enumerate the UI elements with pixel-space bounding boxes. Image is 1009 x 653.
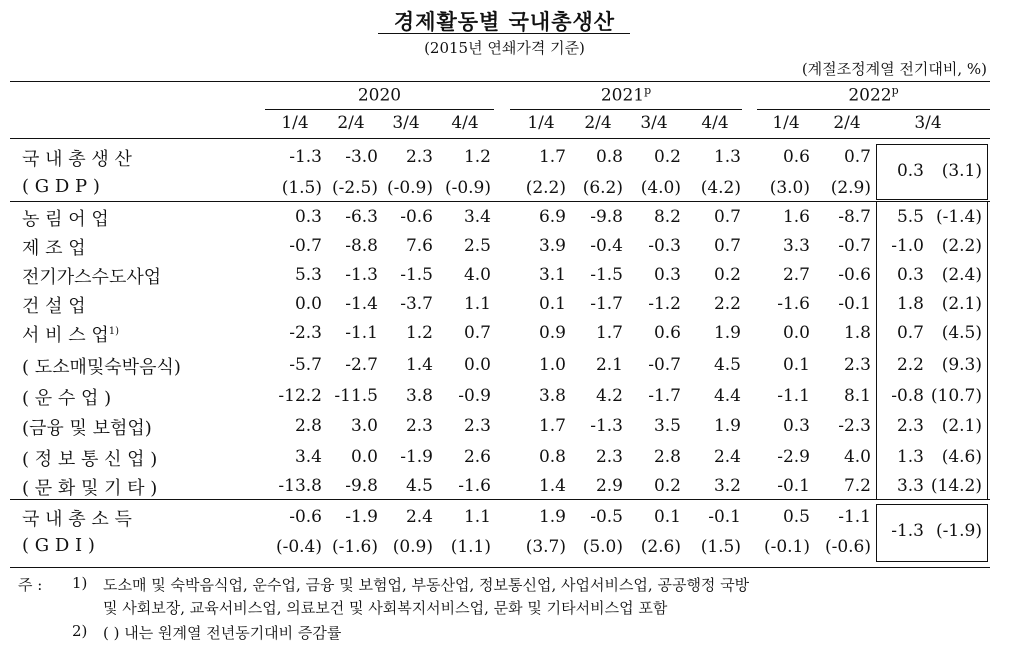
row-label-text: 국 내 총 생 산 bbox=[22, 149, 132, 170]
latest-quarter-value: 3.3 bbox=[896, 476, 924, 496]
header-bottom-rule bbox=[10, 138, 990, 139]
table-cell: -6.3 bbox=[345, 207, 378, 227]
table-cell: 7.6 bbox=[405, 236, 433, 256]
table-cell: -1.3 bbox=[590, 416, 623, 436]
row-label-text: (금융 및 보험업) bbox=[22, 418, 152, 439]
table-cell: -3.0 bbox=[345, 147, 378, 167]
table-cell: 1.4 bbox=[538, 476, 566, 496]
table-cell: (0.9) bbox=[392, 537, 433, 557]
table-cell: 0.3 bbox=[782, 416, 810, 436]
quarter-header: 2/4 bbox=[584, 113, 612, 133]
row-label-text: ( G D I ) bbox=[22, 535, 95, 556]
latest-quarter-yoy: (4.5) bbox=[941, 323, 982, 343]
row-label-text: ( 문 화 및 기 타 ) bbox=[22, 478, 158, 499]
table-cell: -5.7 bbox=[289, 355, 322, 375]
table-cell: -2.9 bbox=[777, 447, 810, 467]
table-cell: (5.0) bbox=[582, 537, 623, 557]
table-cell: 0.7 bbox=[843, 147, 871, 167]
table-cell: 0.8 bbox=[538, 447, 566, 467]
latest-quarter-yoy: (9.3) bbox=[941, 355, 982, 375]
table-cell: (3.7) bbox=[525, 537, 566, 557]
table-cell: 2.4 bbox=[405, 507, 433, 527]
year-header bbox=[757, 84, 990, 106]
table-cell: 5.3 bbox=[294, 265, 322, 285]
table-cell: 8.2 bbox=[653, 207, 681, 227]
table-bottom-rule bbox=[10, 567, 990, 568]
row-label bbox=[22, 384, 111, 410]
table-cell: -1.1 bbox=[838, 507, 871, 527]
table-cell: -0.6 bbox=[400, 207, 433, 227]
table-cell: 1.1 bbox=[463, 294, 491, 314]
table-cell: 3.5 bbox=[653, 416, 681, 436]
table-cell: -0.5 bbox=[590, 507, 623, 527]
year-label: 2021 bbox=[600, 85, 645, 106]
table-cell: 3.9 bbox=[538, 236, 566, 256]
table-cell: 1.8 bbox=[843, 323, 871, 343]
table-cell: 0.6 bbox=[782, 147, 810, 167]
note-1-mark: 1) bbox=[72, 574, 88, 592]
table-cell: 4.0 bbox=[843, 447, 871, 467]
table-cell: -8.8 bbox=[345, 236, 378, 256]
table-cell: -0.1 bbox=[838, 294, 871, 314]
note-2-mark: 2) bbox=[72, 622, 88, 640]
table-cell: 0.1 bbox=[782, 355, 810, 375]
table-cell: 3.2 bbox=[713, 476, 741, 496]
row-label bbox=[22, 474, 157, 500]
table-cell: 2.5 bbox=[463, 236, 491, 256]
table-subtitle: (2015년 연쇄가격 기준) bbox=[424, 39, 585, 57]
table-cell: 1.2 bbox=[463, 147, 491, 167]
table-cell: 3.8 bbox=[538, 386, 566, 406]
table-cell: -1.6 bbox=[458, 476, 491, 496]
table-cell: (2.6) bbox=[640, 537, 681, 557]
latest-quarter-yoy: (2.1) bbox=[941, 416, 982, 436]
row-label bbox=[22, 263, 161, 289]
table-top-rule bbox=[10, 81, 990, 82]
table-cell: -0.1 bbox=[708, 507, 741, 527]
table-cell: 2.3 bbox=[405, 147, 433, 167]
notes-prefix: 주 : bbox=[18, 576, 43, 594]
row-label bbox=[22, 445, 157, 471]
table-cell: 2.3 bbox=[595, 447, 623, 467]
table-cell: -0.1 bbox=[777, 476, 810, 496]
latest-quarter-value: -1.0 bbox=[891, 236, 924, 256]
table-cell: (2.2) bbox=[525, 178, 566, 198]
row-label bbox=[22, 176, 100, 197]
quarter-header: 1/4 bbox=[527, 113, 555, 133]
note-1-line-1: 도소매 및 숙박음식업, 운수업, 금융 및 보험업, 부동산업, 정보통신업, 사업서비스업, 공공행정 국방 bbox=[103, 576, 750, 594]
table-cell: 0.5 bbox=[782, 507, 810, 527]
table-cell: 2.1 bbox=[595, 355, 623, 375]
latest-quarter-value: 1.8 bbox=[896, 294, 924, 314]
latest-quarter-yoy: (2.2) bbox=[941, 236, 982, 256]
table-cell: -0.9 bbox=[458, 386, 491, 406]
quarter-header: 2/4 bbox=[833, 113, 861, 133]
year-underline bbox=[510, 109, 742, 110]
table-cell: -0.7 bbox=[838, 236, 871, 256]
table-cell: (1.1) bbox=[450, 537, 491, 557]
row-label-text: 건 설 업 bbox=[22, 296, 86, 317]
table-cell: 7.2 bbox=[843, 476, 871, 496]
table-cell: (6.2) bbox=[582, 178, 623, 198]
table-cell: (1.5) bbox=[281, 178, 322, 198]
row-label-text: ( G D P ) bbox=[22, 176, 100, 197]
table-cell: 0.3 bbox=[294, 207, 322, 227]
table-cell: 3.8 bbox=[405, 386, 433, 406]
table-cell: (-0.9) bbox=[386, 178, 433, 198]
quarter-header: 3/4 bbox=[640, 113, 668, 133]
table-cell: -12.2 bbox=[278, 386, 322, 406]
quarter-header: 1/4 bbox=[772, 113, 800, 133]
table-cell: 2.8 bbox=[653, 447, 681, 467]
row-label bbox=[22, 234, 86, 260]
title-underline bbox=[378, 33, 630, 34]
table-cell: 2.4 bbox=[713, 447, 741, 467]
table-cell: -1.3 bbox=[289, 147, 322, 167]
year-label: 2020 bbox=[357, 85, 402, 106]
table-cell: 1.9 bbox=[713, 323, 741, 343]
table-cell: 4.4 bbox=[713, 386, 741, 406]
note-1-line-2: 및 사회보장, 교육서비스업, 의료보건 및 사회복지서비스업, 문화 및 기타서비스업 포함 bbox=[103, 599, 668, 617]
latest-quarter-value: 2.2 bbox=[896, 355, 924, 375]
table-cell: (2.9) bbox=[830, 178, 871, 198]
row-label-text: 국 내 총 소 득 bbox=[22, 509, 132, 530]
latest-quarter-value: 1.3 bbox=[896, 447, 924, 467]
table-cell: 4.5 bbox=[713, 355, 741, 375]
table-cell: (-0.4) bbox=[275, 537, 322, 557]
latest-quarter-yoy: (4.6) bbox=[941, 447, 982, 467]
table-title: 경제활동별 국내총생산 bbox=[393, 9, 616, 34]
row-label bbox=[22, 321, 119, 347]
table-cell: 2.3 bbox=[463, 416, 491, 436]
latest-quarter-value: 0.7 bbox=[896, 323, 924, 343]
table-cell: 2.7 bbox=[782, 265, 810, 285]
quarter-header: 3/4 bbox=[914, 113, 942, 133]
table-cell: -9.8 bbox=[345, 476, 378, 496]
row-label-text: 농 림 어 업 bbox=[22, 209, 109, 230]
year-underline bbox=[265, 109, 494, 110]
table-cell: 3.4 bbox=[294, 447, 322, 467]
row-label bbox=[22, 414, 152, 440]
table-cell: -1.2 bbox=[648, 294, 681, 314]
latest-quarter-yoy: (10.7) bbox=[930, 386, 982, 406]
table-cell: 1.3 bbox=[713, 147, 741, 167]
table-cell: 0.2 bbox=[653, 476, 681, 496]
latest-quarter-yoy: (14.2) bbox=[930, 476, 982, 496]
year-header bbox=[510, 84, 742, 106]
table-cell: 1.2 bbox=[405, 323, 433, 343]
row-label bbox=[22, 353, 181, 379]
table-cell: (4.2) bbox=[700, 178, 741, 198]
table-cell: 1.9 bbox=[713, 416, 741, 436]
table-cell: 4.0 bbox=[463, 265, 491, 285]
table-cell: -2.3 bbox=[289, 323, 322, 343]
row-label-text: ( 정 보 통 신 업 ) bbox=[22, 449, 158, 470]
table-cell: -9.8 bbox=[590, 207, 623, 227]
table-cell: 1.7 bbox=[538, 416, 566, 436]
table-cell: -8.7 bbox=[838, 207, 871, 227]
row-label bbox=[22, 145, 132, 171]
table-cell: 1.9 bbox=[538, 507, 566, 527]
quarter-header: 2/4 bbox=[337, 113, 365, 133]
year-label: 2022 bbox=[848, 85, 892, 106]
table-cell: 2.2 bbox=[713, 294, 741, 314]
row-label bbox=[22, 535, 95, 556]
table-cell: 0.7 bbox=[463, 323, 491, 343]
latest-gdi-value: -1.3 bbox=[891, 521, 924, 541]
latest-quarter-value: 5.5 bbox=[896, 207, 924, 227]
table-cell: -1.7 bbox=[590, 294, 623, 314]
table-cell: 1.1 bbox=[463, 507, 491, 527]
quarter-header: 1/4 bbox=[281, 113, 309, 133]
table-cell: -0.7 bbox=[289, 236, 322, 256]
table-cell: 1.4 bbox=[405, 355, 433, 375]
latest-gdi-yoy: (-1.9) bbox=[935, 521, 982, 541]
row-label-text: 제 조 업 bbox=[22, 238, 86, 259]
table-cell: -1.5 bbox=[400, 265, 433, 285]
section-rule-1 bbox=[10, 201, 990, 202]
row-label bbox=[22, 505, 132, 531]
table-cell: 0.7 bbox=[713, 236, 741, 256]
table-cell: 0.6 bbox=[653, 323, 681, 343]
latest-quarter-yoy: (2.4) bbox=[941, 265, 982, 285]
table-cell: 8.1 bbox=[843, 386, 871, 406]
table-cell: 1.6 bbox=[782, 207, 810, 227]
quarter-header: 3/4 bbox=[392, 113, 420, 133]
table-cell: -1.7 bbox=[648, 386, 681, 406]
table-cell: 1.7 bbox=[538, 147, 566, 167]
unit-label: (계절조정계열 전기대비, %) bbox=[801, 60, 987, 78]
table-cell: 3.0 bbox=[350, 416, 378, 436]
table-cell: (4.0) bbox=[640, 178, 681, 198]
table-cell: 2.3 bbox=[405, 416, 433, 436]
table-cell: 2.8 bbox=[294, 416, 322, 436]
table-cell: -0.4 bbox=[590, 236, 623, 256]
table-cell: 4.2 bbox=[595, 386, 623, 406]
latest-quarter-value: 2.3 bbox=[896, 416, 924, 436]
table-cell: 3.4 bbox=[463, 207, 491, 227]
table-cell: (-0.9) bbox=[444, 178, 491, 198]
note-2-text: ( ) 내는 원계열 전년동기대비 증감률 bbox=[103, 624, 342, 642]
table-cell: -1.3 bbox=[345, 265, 378, 285]
table-cell: 0.9 bbox=[538, 323, 566, 343]
table-cell: -1.5 bbox=[590, 265, 623, 285]
year-preliminary-mark: p bbox=[644, 84, 652, 97]
table-cell: 1.0 bbox=[538, 355, 566, 375]
table-cell: 0.3 bbox=[653, 265, 681, 285]
table-cell: -1.9 bbox=[345, 507, 378, 527]
table-cell: (-1.6) bbox=[331, 537, 378, 557]
table-cell: -0.6 bbox=[838, 265, 871, 285]
row-label bbox=[22, 292, 86, 318]
latest-quarter-yoy: (2.1) bbox=[941, 294, 982, 314]
table-cell: 0.1 bbox=[538, 294, 566, 314]
table-cell: 3.1 bbox=[538, 265, 566, 285]
latest-quarter-value: 0.3 bbox=[896, 265, 924, 285]
table-cell: (1.5) bbox=[700, 537, 741, 557]
table-cell: 0.0 bbox=[294, 294, 322, 314]
table-cell: (-2.5) bbox=[331, 178, 378, 198]
table-cell: -1.4 bbox=[345, 294, 378, 314]
quarter-header: 4/4 bbox=[451, 113, 479, 133]
table-cell: 0.7 bbox=[713, 207, 741, 227]
table-cell: (-0.6) bbox=[824, 537, 871, 557]
table-cell: 0.2 bbox=[653, 147, 681, 167]
table-cell: -1.6 bbox=[777, 294, 810, 314]
table-cell: 1.7 bbox=[595, 323, 623, 343]
table-cell: 2.6 bbox=[463, 447, 491, 467]
latest-gdp-yoy: (3.1) bbox=[941, 161, 982, 181]
footnote-mark: 1) bbox=[108, 326, 119, 337]
table-cell: 2.3 bbox=[843, 355, 871, 375]
row-label-text: 전기가스수도사업 bbox=[22, 267, 162, 288]
table-cell: (3.0) bbox=[769, 178, 810, 198]
table-cell: -13.8 bbox=[278, 476, 322, 496]
row-label-text: ( 운 수 업 ) bbox=[22, 388, 112, 409]
table-cell: -2.3 bbox=[838, 416, 871, 436]
table-cell: -0.7 bbox=[648, 355, 681, 375]
year-underline bbox=[757, 109, 990, 110]
row-label bbox=[22, 205, 109, 231]
table-cell: -1.1 bbox=[777, 386, 810, 406]
table-cell: 0.0 bbox=[463, 355, 491, 375]
latest-gdp-value: 0.3 bbox=[896, 161, 924, 181]
table-cell: 0.8 bbox=[595, 147, 623, 167]
row-label-text: 서 비 스 업 bbox=[22, 325, 109, 346]
table-cell: 0.0 bbox=[782, 323, 810, 343]
table-cell: 3.3 bbox=[782, 236, 810, 256]
latest-quarter-value: -0.8 bbox=[891, 386, 924, 406]
row-label-text: ( 도소매및숙박음식) bbox=[22, 357, 181, 378]
table-cell: 4.5 bbox=[405, 476, 433, 496]
table-cell: 0.0 bbox=[350, 447, 378, 467]
table-cell: 2.9 bbox=[595, 476, 623, 496]
table-cell: -1.9 bbox=[400, 447, 433, 467]
year-preliminary-mark: p bbox=[891, 84, 899, 97]
table-cell: 6.9 bbox=[538, 207, 566, 227]
year-header bbox=[265, 84, 494, 106]
table-cell: 0.2 bbox=[713, 265, 741, 285]
table-cell: -2.7 bbox=[345, 355, 378, 375]
table-cell: (-0.1) bbox=[763, 537, 810, 557]
table-cell: -11.5 bbox=[334, 386, 378, 406]
quarter-header: 4/4 bbox=[701, 113, 729, 133]
table-cell: -0.6 bbox=[289, 507, 322, 527]
table-cell: -3.7 bbox=[400, 294, 433, 314]
table-cell: -1.1 bbox=[345, 323, 378, 343]
table-cell: 0.1 bbox=[653, 507, 681, 527]
table-cell: -0.3 bbox=[648, 236, 681, 256]
latest-quarter-yoy: (-1.4) bbox=[935, 207, 982, 227]
